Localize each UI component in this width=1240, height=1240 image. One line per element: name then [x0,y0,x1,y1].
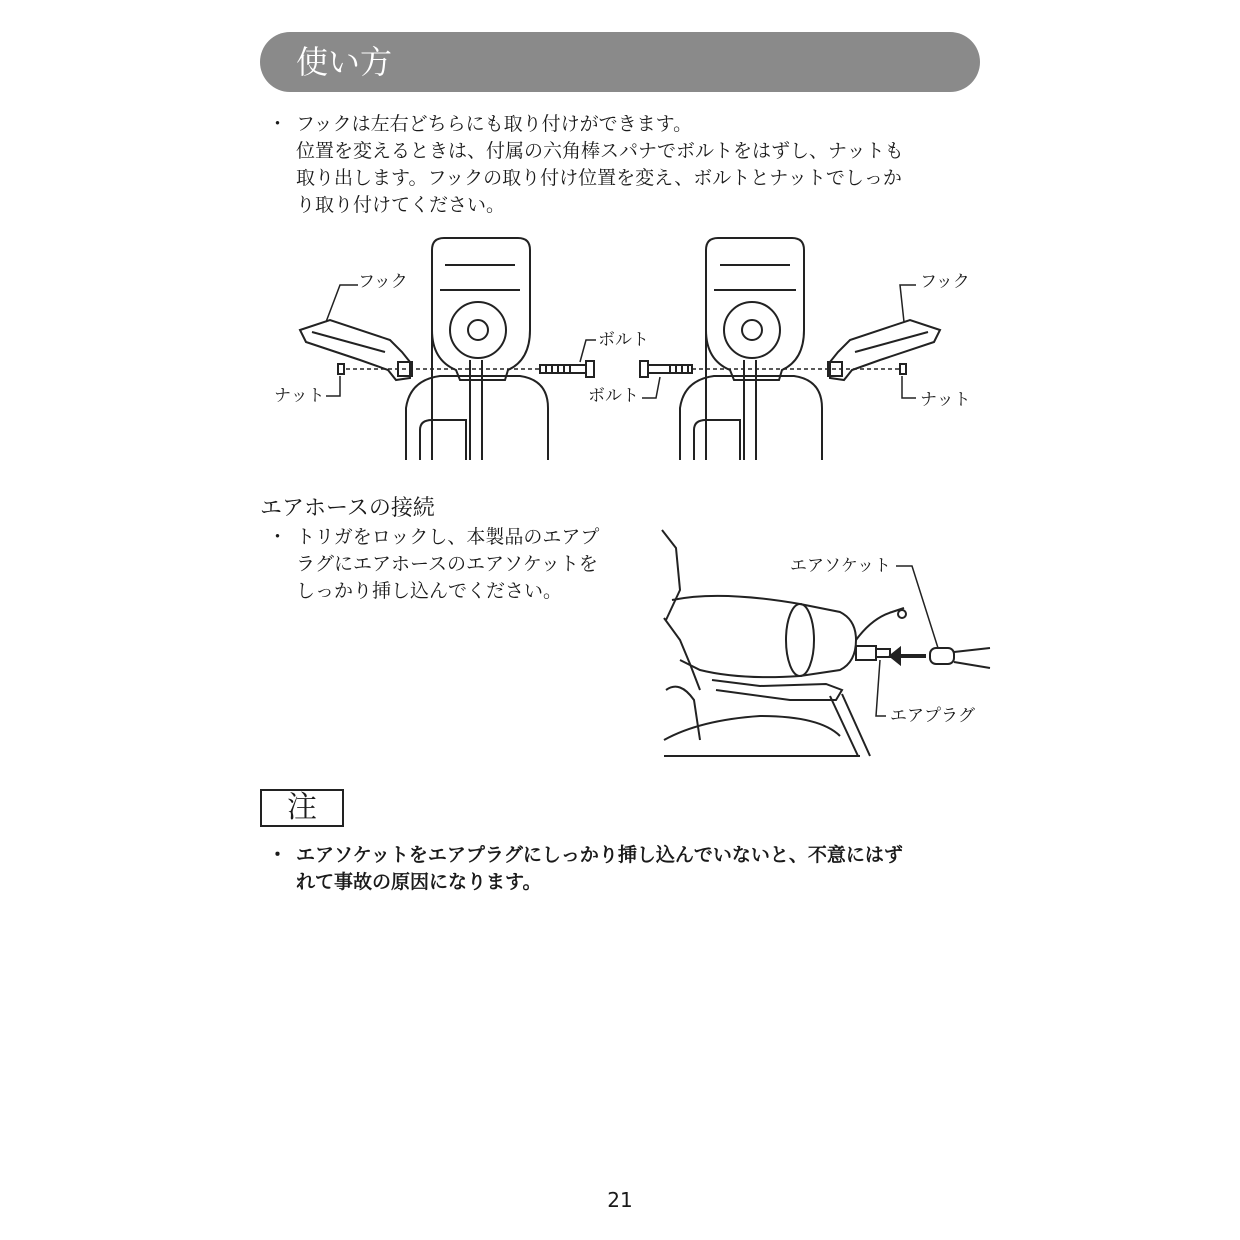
air-hose-line: ラグにエアホースのエアソケットを [296,553,598,575]
intro-line: 取り出します。フックの取り付け位置を変え、ボルトとナットでしっか [296,167,902,189]
note-paragraph [296,842,996,896]
air-hose-bullet: ・ [268,526,288,548]
air-hose-line: しっかり挿し込んでください。 [296,580,563,602]
note-line: れて事故の原因になります。 [296,871,542,893]
label-nut-right: ナット [920,390,971,410]
label-hook-left: フック [358,272,408,292]
intro-line: 位置を変えるときは、付属の六角棒スパナでボルトをはずし、ナットも [296,140,904,162]
label-nut-left: ナット [274,386,325,406]
label-bolt-left: ボルト [598,330,649,350]
intro-bullet: ・ [268,113,288,135]
label-hook-right: フック [920,272,970,292]
page-title: 使い方 [296,43,393,81]
label-air-socket: エアソケット [790,556,891,576]
note-line: エアソケットをエアプラグにしっかり挿し込んでいないと、不意にはず [296,844,903,866]
insert-arrow-icon [890,648,926,664]
page-number: 21 [607,1188,633,1212]
note-label-box: 注 [260,789,344,827]
air-hose-line: トリガをロックし、本製品のエアプ [296,526,600,548]
air-socket-illustration [930,648,990,668]
intro-line: フックは左右どちらにも取り付けができます。 [296,113,693,135]
label-bolt-right: ボルト [588,386,639,406]
air-hose-section-title: エアホースの接続 [260,496,435,521]
intro-line: り取り付けてください。 [296,194,506,216]
note-bullet: ・ [268,844,288,866]
label-air-plug: エアプラグ [890,706,975,726]
